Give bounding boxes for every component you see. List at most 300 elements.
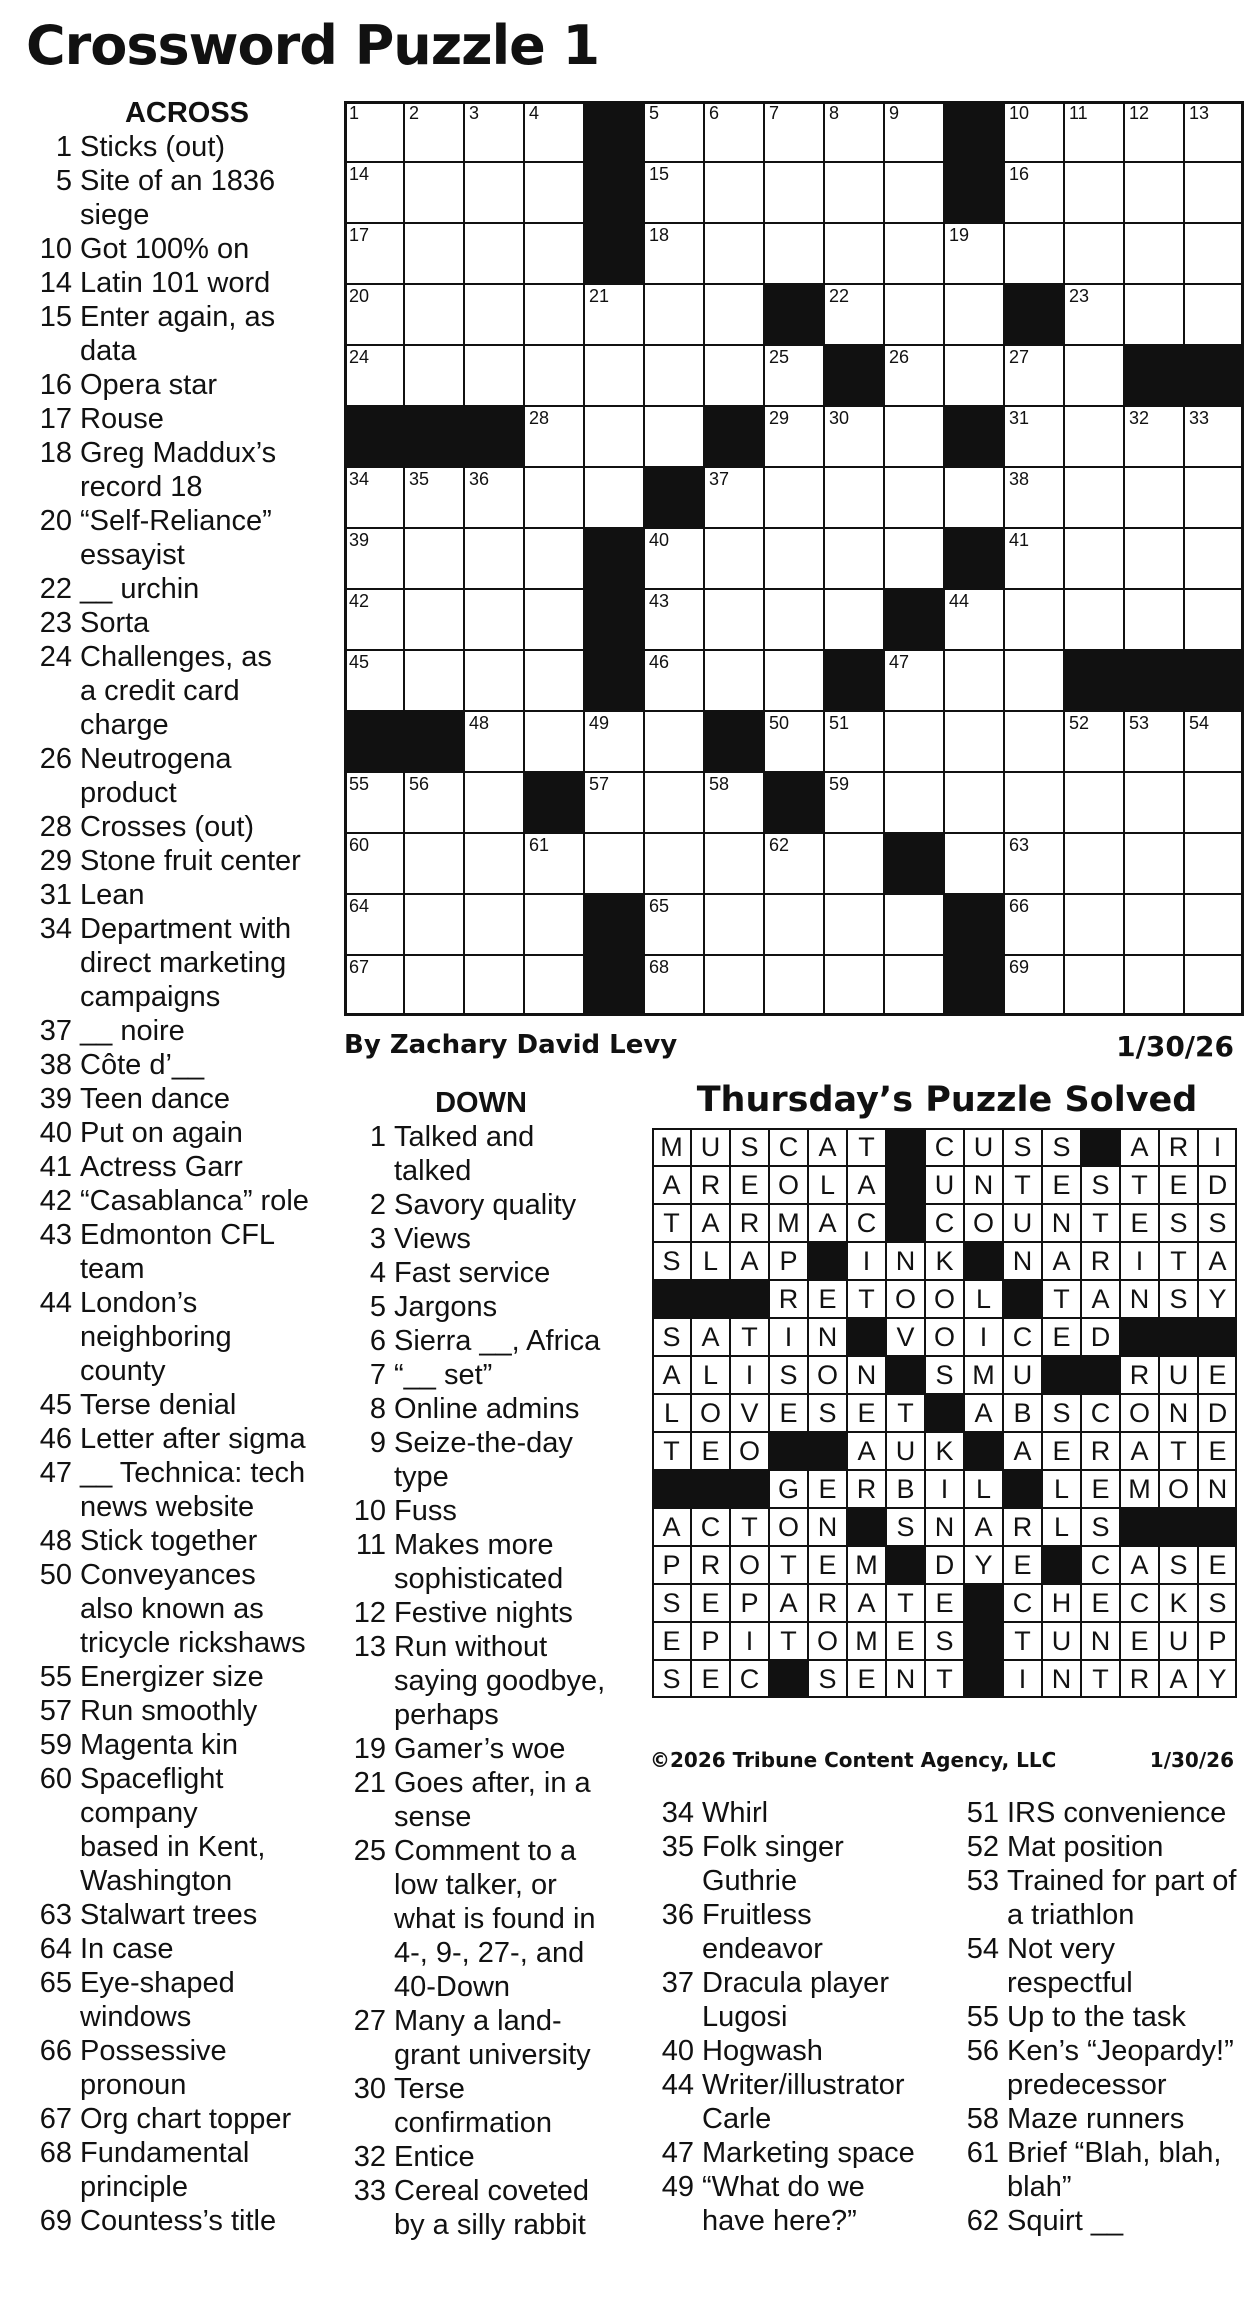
solution-black-square bbox=[691, 1280, 730, 1318]
grid-cell[interactable] bbox=[704, 162, 764, 223]
solution-letter: I bbox=[730, 1356, 769, 1394]
grid-cell[interactable] bbox=[344, 894, 404, 955]
grid-cell[interactable] bbox=[1124, 711, 1184, 772]
grid-cell[interactable] bbox=[464, 223, 524, 284]
grid-cell[interactable] bbox=[884, 955, 944, 1016]
clue-number: 19 bbox=[353, 1733, 386, 1765]
grid-cell[interactable] bbox=[1124, 833, 1184, 894]
grid-cell[interactable] bbox=[464, 711, 524, 772]
grid-cell[interactable] bbox=[644, 833, 704, 894]
grid-cell[interactable] bbox=[1184, 528, 1244, 589]
grid-cell[interactable] bbox=[764, 162, 824, 223]
grid-cell[interactable] bbox=[404, 955, 464, 1016]
grid-cell[interactable] bbox=[944, 284, 1004, 345]
solution-letter: R bbox=[691, 1166, 730, 1204]
clue-text: __ urchin bbox=[80, 573, 200, 605]
clue-item bbox=[340, 1494, 622, 1528]
clue-text: record 18 bbox=[80, 471, 203, 503]
grid-cell[interactable] bbox=[824, 833, 884, 894]
grid-cell[interactable] bbox=[644, 345, 704, 406]
solution-letter: P bbox=[769, 1242, 808, 1280]
grid-cell[interactable] bbox=[644, 711, 704, 772]
grid-cell[interactable] bbox=[764, 345, 824, 406]
grid-cell[interactable] bbox=[464, 467, 524, 528]
cell-number: 42 bbox=[349, 591, 370, 611]
grid-cell[interactable] bbox=[464, 650, 524, 711]
grid-cell[interactable] bbox=[1004, 833, 1064, 894]
clue-text: saying goodbye, bbox=[394, 1665, 606, 1697]
grid-cell[interactable] bbox=[1184, 711, 1244, 772]
grid-cell[interactable] bbox=[464, 345, 524, 406]
clue-text: Energizer size bbox=[80, 1661, 264, 1693]
solution-black-square bbox=[652, 1280, 691, 1318]
grid-cell[interactable] bbox=[1004, 528, 1064, 589]
grid-cell[interactable] bbox=[944, 589, 1004, 650]
grid-cell[interactable] bbox=[884, 467, 944, 528]
grid-cell[interactable] bbox=[464, 894, 524, 955]
grid-cell[interactable] bbox=[1184, 162, 1244, 223]
solution-letter: E bbox=[1159, 1166, 1198, 1204]
clue-item bbox=[26, 1388, 330, 1422]
grid-cell[interactable] bbox=[1124, 955, 1184, 1016]
grid-cell[interactable] bbox=[404, 345, 464, 406]
grid-cell[interactable] bbox=[824, 101, 884, 162]
grid-cell[interactable] bbox=[1064, 284, 1124, 345]
clue-item bbox=[340, 1392, 622, 1426]
grid-cell[interactable] bbox=[1004, 589, 1064, 650]
solution-letter: T bbox=[730, 1318, 769, 1356]
grid-cell[interactable] bbox=[1184, 589, 1244, 650]
grid-cell[interactable] bbox=[1004, 162, 1064, 223]
solution-letter: N bbox=[925, 1508, 964, 1546]
grid-cell[interactable] bbox=[1064, 101, 1124, 162]
grid-cell[interactable] bbox=[344, 284, 404, 345]
grid-cell[interactable] bbox=[464, 528, 524, 589]
grid-cell[interactable] bbox=[524, 711, 584, 772]
grid-cell[interactable] bbox=[1004, 345, 1064, 406]
grid-cell[interactable] bbox=[404, 650, 464, 711]
clue-text: Sorta bbox=[80, 607, 150, 639]
grid-cell[interactable] bbox=[1004, 467, 1064, 528]
grid-cell[interactable] bbox=[704, 955, 764, 1016]
solution-letter: H bbox=[1042, 1584, 1081, 1622]
clue-item bbox=[648, 1898, 940, 1966]
grid-cell[interactable] bbox=[524, 345, 584, 406]
grid-cell[interactable] bbox=[524, 162, 584, 223]
cell-number: 20 bbox=[349, 286, 370, 306]
grid-cell[interactable] bbox=[344, 772, 404, 833]
clue-number: 40 bbox=[661, 2035, 694, 2067]
clue-item bbox=[648, 2034, 940, 2068]
grid-cell[interactable] bbox=[764, 589, 824, 650]
grid-cell[interactable] bbox=[344, 101, 404, 162]
grid-cell[interactable] bbox=[704, 833, 764, 894]
grid-cell[interactable] bbox=[344, 162, 404, 223]
solution-letter: A bbox=[652, 1166, 691, 1204]
grid-cell[interactable] bbox=[764, 406, 824, 467]
grid-cell[interactable] bbox=[884, 772, 944, 833]
grid-cell[interactable] bbox=[704, 650, 764, 711]
grid-cell[interactable] bbox=[1124, 528, 1184, 589]
clue-item bbox=[26, 130, 330, 164]
grid-cell[interactable] bbox=[764, 711, 824, 772]
solution-letter: A bbox=[1081, 1280, 1120, 1318]
grid-cell[interactable] bbox=[884, 345, 944, 406]
grid-cell[interactable] bbox=[464, 162, 524, 223]
clue-text: team bbox=[80, 1253, 145, 1285]
grid-cell[interactable] bbox=[644, 101, 704, 162]
grid-cell[interactable] bbox=[704, 223, 764, 284]
grid-cell[interactable] bbox=[884, 711, 944, 772]
grid-cell[interactable] bbox=[464, 284, 524, 345]
solution-letter: S bbox=[769, 1356, 808, 1394]
clue-item bbox=[340, 1528, 622, 1596]
grid-cell[interactable] bbox=[644, 528, 704, 589]
grid-cell[interactable] bbox=[1064, 589, 1124, 650]
solution-letter: C bbox=[1003, 1584, 1042, 1622]
solution-letter: E bbox=[886, 1622, 925, 1660]
grid-cell[interactable] bbox=[824, 772, 884, 833]
black-square bbox=[944, 162, 1004, 223]
grid-cell[interactable] bbox=[404, 467, 464, 528]
clue-item bbox=[26, 1524, 330, 1558]
clue-text: windows bbox=[80, 2001, 192, 2033]
grid-cell[interactable] bbox=[1004, 772, 1064, 833]
black-square bbox=[824, 650, 884, 711]
solution-letter: K bbox=[925, 1242, 964, 1280]
byline: By Zachary David Levy bbox=[344, 1030, 678, 1060]
grid-cell[interactable] bbox=[944, 223, 1004, 284]
grid-cell[interactable] bbox=[944, 711, 1004, 772]
grid-cell[interactable] bbox=[704, 772, 764, 833]
clue-number: 41 bbox=[39, 1151, 72, 1183]
grid-cell[interactable] bbox=[824, 467, 884, 528]
grid-cell[interactable] bbox=[404, 589, 464, 650]
grid-cell[interactable] bbox=[344, 223, 404, 284]
grid-cell[interactable] bbox=[704, 528, 764, 589]
clue-number: 12 bbox=[353, 1597, 386, 1629]
grid-cell[interactable] bbox=[764, 223, 824, 284]
grid-cell[interactable] bbox=[884, 101, 944, 162]
grid-cell[interactable] bbox=[644, 223, 704, 284]
grid-cell[interactable] bbox=[404, 101, 464, 162]
grid-cell[interactable] bbox=[1064, 772, 1124, 833]
grid-cell[interactable] bbox=[524, 467, 584, 528]
grid-cell[interactable] bbox=[1004, 711, 1064, 772]
solution-letter: T bbox=[652, 1432, 691, 1470]
grid-cell[interactable] bbox=[344, 345, 404, 406]
grid-cell[interactable] bbox=[764, 833, 824, 894]
solution-letter: A bbox=[964, 1508, 1003, 1546]
grid-cell[interactable] bbox=[944, 772, 1004, 833]
black-square bbox=[584, 162, 644, 223]
grid-cell[interactable] bbox=[1064, 223, 1124, 284]
grid-cell[interactable] bbox=[524, 406, 584, 467]
grid-cell[interactable] bbox=[824, 284, 884, 345]
grid-cell[interactable] bbox=[584, 833, 644, 894]
solution-letter: A bbox=[847, 1432, 886, 1470]
grid-cell[interactable] bbox=[1064, 345, 1124, 406]
grid-cell[interactable] bbox=[1184, 833, 1244, 894]
grid-cell[interactable] bbox=[704, 101, 764, 162]
grid-cell[interactable] bbox=[404, 772, 464, 833]
grid-cell[interactable] bbox=[524, 589, 584, 650]
grid-cell[interactable] bbox=[464, 955, 524, 1016]
solution-letter: S bbox=[652, 1660, 691, 1698]
grid-cell[interactable] bbox=[1064, 162, 1124, 223]
clue-item bbox=[340, 1358, 622, 1392]
solution-black-square bbox=[964, 1660, 1003, 1698]
cell-number: 47 bbox=[889, 652, 910, 672]
solution-letter: I bbox=[1003, 1660, 1042, 1698]
grid-cell[interactable] bbox=[464, 833, 524, 894]
grid-cell[interactable] bbox=[1064, 894, 1124, 955]
grid-cell[interactable] bbox=[1124, 894, 1184, 955]
grid-cell[interactable] bbox=[1184, 955, 1244, 1016]
cell-number: 38 bbox=[1009, 469, 1030, 489]
clue-item bbox=[340, 1732, 622, 1766]
grid-cell[interactable] bbox=[644, 894, 704, 955]
grid-cell[interactable] bbox=[824, 223, 884, 284]
grid-cell[interactable] bbox=[1064, 406, 1124, 467]
grid-cell[interactable] bbox=[824, 589, 884, 650]
clue-text: Not very bbox=[1007, 1933, 1115, 1965]
grid-cell[interactable] bbox=[644, 772, 704, 833]
grid-cell[interactable] bbox=[884, 528, 944, 589]
clue-item bbox=[340, 1120, 622, 1188]
grid-cell[interactable] bbox=[704, 894, 764, 955]
grid-cell[interactable] bbox=[644, 162, 704, 223]
clue-text: Site of an 1836 bbox=[80, 165, 276, 197]
cell-number: 62 bbox=[769, 835, 790, 855]
clue-text: Seize-the-day bbox=[394, 1427, 573, 1459]
clue-item bbox=[26, 266, 330, 300]
grid-cell[interactable] bbox=[524, 284, 584, 345]
grid-cell[interactable] bbox=[824, 894, 884, 955]
grid-cell[interactable] bbox=[524, 223, 584, 284]
grid-cell[interactable] bbox=[1184, 284, 1244, 345]
solution-letter: D bbox=[1198, 1394, 1237, 1432]
grid-cell[interactable] bbox=[1124, 284, 1184, 345]
grid-cell[interactable] bbox=[584, 772, 644, 833]
grid-cell[interactable] bbox=[524, 650, 584, 711]
solution-letter: E bbox=[1042, 1318, 1081, 1356]
solution-letter: C bbox=[691, 1508, 730, 1546]
grid-cell[interactable] bbox=[824, 406, 884, 467]
grid-cell[interactable] bbox=[1184, 223, 1244, 284]
grid-cell[interactable] bbox=[344, 650, 404, 711]
clue-number: 35 bbox=[661, 1831, 694, 1863]
grid-cell[interactable] bbox=[524, 833, 584, 894]
solution-letter: O bbox=[730, 1546, 769, 1584]
clue-text: Possessive bbox=[80, 2035, 227, 2067]
solution-letter: O bbox=[769, 1508, 808, 1546]
clue-number: 54 bbox=[966, 1933, 999, 1965]
grid-cell[interactable] bbox=[464, 101, 524, 162]
grid-cell[interactable] bbox=[764, 528, 824, 589]
solution-letter: Y bbox=[1198, 1660, 1237, 1698]
grid-cell[interactable] bbox=[404, 223, 464, 284]
clue-number: 34 bbox=[39, 913, 72, 945]
grid-cell[interactable] bbox=[764, 467, 824, 528]
cell-number: 37 bbox=[709, 469, 730, 489]
grid-cell[interactable] bbox=[584, 406, 644, 467]
grid-cell[interactable] bbox=[1124, 467, 1184, 528]
grid-cell[interactable] bbox=[1124, 406, 1184, 467]
grid-cell[interactable] bbox=[824, 528, 884, 589]
grid-cell[interactable] bbox=[464, 589, 524, 650]
grid-cell[interactable] bbox=[404, 162, 464, 223]
grid-cell[interactable] bbox=[1124, 772, 1184, 833]
solution-letter: N bbox=[964, 1166, 1003, 1204]
grid-cell[interactable] bbox=[644, 589, 704, 650]
grid-cell[interactable] bbox=[464, 772, 524, 833]
clue-number: 64 bbox=[39, 1933, 72, 1965]
grid-cell[interactable] bbox=[524, 528, 584, 589]
grid-cell[interactable] bbox=[1124, 162, 1184, 223]
solution-letter: N bbox=[886, 1660, 925, 1698]
solution-letter: E bbox=[652, 1622, 691, 1660]
clue-text: endeavor bbox=[702, 1933, 823, 1965]
black-square bbox=[884, 589, 944, 650]
solution-letter: T bbox=[769, 1546, 808, 1584]
grid-cell[interactable] bbox=[1064, 955, 1124, 1016]
grid-cell[interactable] bbox=[704, 467, 764, 528]
clue-text: sense bbox=[394, 1801, 472, 1833]
grid-cell[interactable] bbox=[644, 284, 704, 345]
grid-cell[interactable] bbox=[644, 955, 704, 1016]
grid-cell[interactable] bbox=[344, 955, 404, 1016]
clue-text: based in Kent, bbox=[80, 1831, 266, 1863]
cell-number: 23 bbox=[1069, 286, 1090, 306]
grid-cell[interactable] bbox=[644, 406, 704, 467]
clue-text: also known as bbox=[80, 1593, 264, 1625]
clue-number: 68 bbox=[39, 2137, 72, 2169]
grid-cell[interactable] bbox=[1064, 833, 1124, 894]
grid-cell[interactable] bbox=[584, 284, 644, 345]
grid-cell[interactable] bbox=[704, 589, 764, 650]
grid-cell[interactable] bbox=[884, 650, 944, 711]
cell-number: 21 bbox=[589, 286, 610, 306]
clue-text: Fuss bbox=[394, 1495, 457, 1527]
grid-cell[interactable] bbox=[1184, 101, 1244, 162]
grid-cell[interactable] bbox=[884, 894, 944, 955]
clue-text: Brief “Blah, blah, bbox=[1007, 2137, 1222, 2169]
grid-cell[interactable] bbox=[1004, 406, 1064, 467]
clue-text: Terse bbox=[394, 2073, 465, 2105]
grid-cell[interactable] bbox=[764, 894, 824, 955]
clue-number: 22 bbox=[39, 573, 72, 605]
clue-number: 38 bbox=[39, 1049, 72, 1081]
grid-cell[interactable] bbox=[644, 650, 704, 711]
solution-black-square bbox=[691, 1470, 730, 1508]
grid-cell[interactable] bbox=[1004, 955, 1064, 1016]
across-clues bbox=[26, 96, 330, 2238]
grid-cell[interactable] bbox=[404, 833, 464, 894]
clue-number: 69 bbox=[39, 2205, 72, 2237]
clue-item bbox=[26, 640, 330, 742]
solution-letter: P bbox=[652, 1546, 691, 1584]
grid-cell[interactable] bbox=[584, 467, 644, 528]
grid-cell[interactable] bbox=[1184, 406, 1244, 467]
grid-cell[interactable] bbox=[1064, 467, 1124, 528]
grid-cell[interactable] bbox=[344, 589, 404, 650]
grid-cell[interactable] bbox=[944, 833, 1004, 894]
grid-cell[interactable] bbox=[404, 284, 464, 345]
grid-cell[interactable] bbox=[764, 955, 824, 1016]
cell-number: 25 bbox=[769, 347, 790, 367]
solution-black-square bbox=[964, 1432, 1003, 1470]
solution-letter: E bbox=[1198, 1356, 1237, 1394]
grid-cell[interactable] bbox=[344, 833, 404, 894]
grid-cell[interactable] bbox=[1004, 223, 1064, 284]
grid-cell[interactable] bbox=[1124, 589, 1184, 650]
grid-cell[interactable] bbox=[404, 528, 464, 589]
grid-cell[interactable] bbox=[944, 345, 1004, 406]
grid-cell[interactable] bbox=[944, 467, 1004, 528]
solution-letter: C bbox=[769, 1128, 808, 1166]
grid-cell[interactable] bbox=[884, 162, 944, 223]
grid-cell[interactable] bbox=[1184, 467, 1244, 528]
cell-number: 33 bbox=[1189, 408, 1210, 428]
grid-cell[interactable] bbox=[404, 894, 464, 955]
solution-letter: S bbox=[925, 1622, 964, 1660]
grid-cell[interactable] bbox=[344, 467, 404, 528]
grid-cell[interactable] bbox=[704, 345, 764, 406]
grid-cell[interactable] bbox=[824, 711, 884, 772]
solution-letter: E bbox=[1198, 1546, 1237, 1584]
solution-letter: T bbox=[1120, 1166, 1159, 1204]
grid-cell[interactable] bbox=[584, 711, 644, 772]
grid-cell[interactable] bbox=[1004, 650, 1064, 711]
grid-cell[interactable] bbox=[584, 345, 644, 406]
solution-letter: E bbox=[691, 1660, 730, 1698]
grid-cell[interactable] bbox=[764, 650, 824, 711]
black-square bbox=[584, 894, 644, 955]
clue-text: Actress Garr bbox=[80, 1151, 243, 1183]
grid-cell[interactable] bbox=[524, 101, 584, 162]
grid-cell[interactable] bbox=[884, 284, 944, 345]
grid-cell[interactable] bbox=[824, 955, 884, 1016]
grid-cell[interactable] bbox=[824, 162, 884, 223]
grid-cell[interactable] bbox=[344, 528, 404, 589]
cell-number: 60 bbox=[349, 835, 370, 855]
solution-black-square bbox=[925, 1394, 964, 1432]
grid-cell[interactable] bbox=[884, 406, 944, 467]
grid-cell[interactable] bbox=[1124, 101, 1184, 162]
grid-cell[interactable] bbox=[1004, 101, 1064, 162]
grid-cell[interactable] bbox=[1004, 894, 1064, 955]
grid-cell[interactable] bbox=[524, 955, 584, 1016]
clue-text: “__ set” bbox=[394, 1359, 493, 1391]
grid-cell[interactable] bbox=[1064, 528, 1124, 589]
grid-cell[interactable] bbox=[524, 894, 584, 955]
clue-text: Crosses (out) bbox=[80, 811, 255, 843]
grid-cell[interactable] bbox=[1184, 894, 1244, 955]
clue-text: confirmation bbox=[394, 2107, 552, 2139]
grid-cell[interactable] bbox=[704, 284, 764, 345]
grid-cell[interactable] bbox=[1064, 711, 1124, 772]
grid-cell[interactable] bbox=[944, 650, 1004, 711]
solution-letter: G bbox=[769, 1470, 808, 1508]
clue-number: 20 bbox=[39, 505, 72, 537]
grid-cell[interactable] bbox=[1124, 223, 1184, 284]
clue-number: 42 bbox=[39, 1185, 72, 1217]
cell-number: 69 bbox=[1009, 957, 1030, 977]
grid-cell[interactable] bbox=[884, 223, 944, 284]
grid-cell[interactable] bbox=[1184, 772, 1244, 833]
grid-cell[interactable] bbox=[764, 101, 824, 162]
